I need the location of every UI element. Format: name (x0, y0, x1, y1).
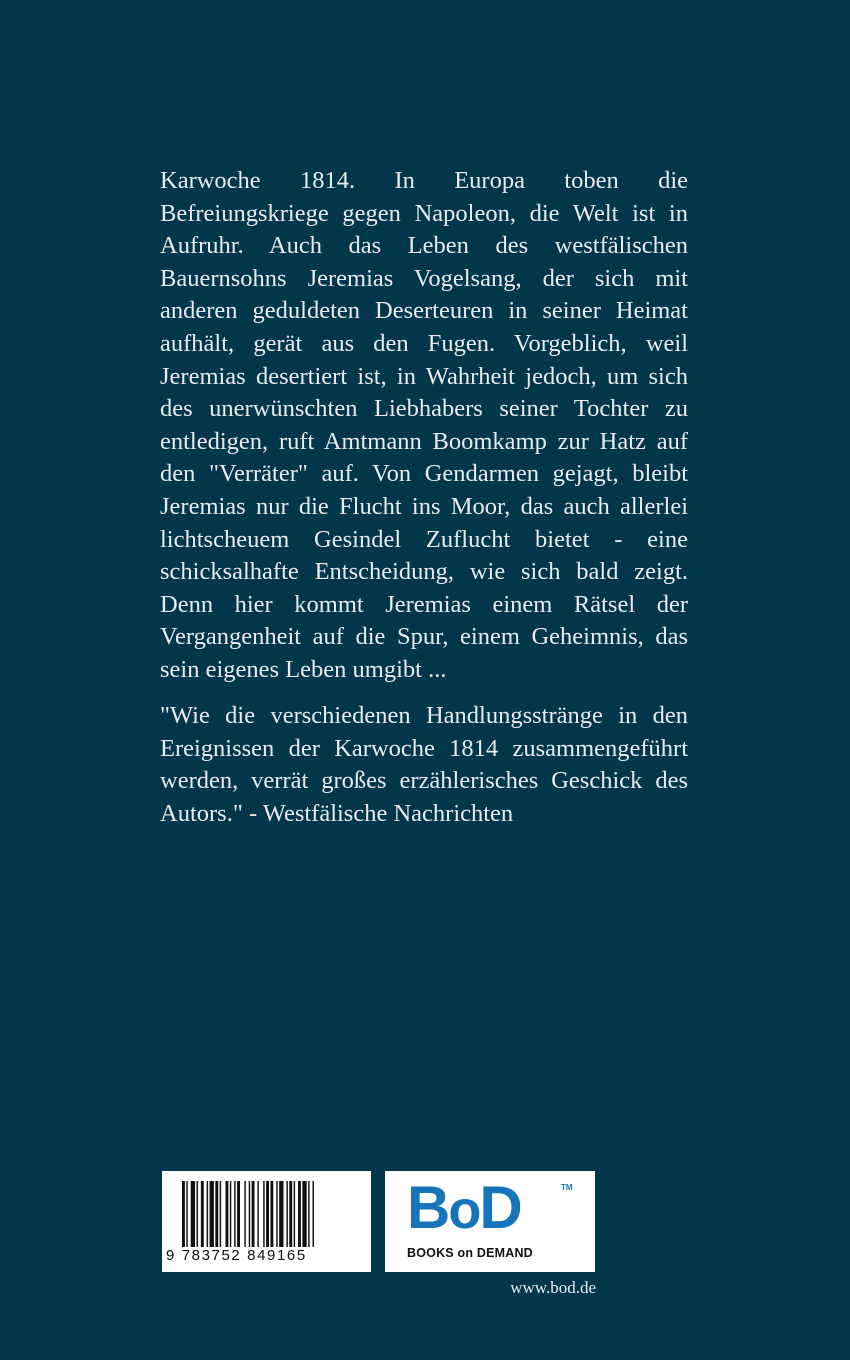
barcode-bar (201, 1181, 204, 1247)
barcode-bar (230, 1181, 231, 1247)
bod-logo-b: B (407, 1174, 449, 1241)
isbn-number: 9 783752 849165 (166, 1247, 307, 1264)
barcode-bar (279, 1181, 283, 1247)
barcode-bar (313, 1181, 314, 1247)
barcode-bar (244, 1181, 245, 1247)
barcode-bar (270, 1181, 273, 1247)
barcode-bar (308, 1181, 309, 1247)
isbn-barcode (162, 1171, 371, 1272)
back-cover-blurb: Karwoche 1814. In Europa toben die Befreiungskriege gegen Napoleon, die Welt ist in Aufruhr. Auch das Leben des westfälischen Bauernsohns Jeremias Vogelsang, der sich mit anderen geduldeten Deserteuren in seiner Heimat aufhält, gerät aus den Fugen. Vorgeblich, weil Jeremias desertiert ist, in Wahrheit jedoch, um sich des unerwünschten Liebhabers seiner Tochter zu entledigen, ruft Amtmann Boomkamp zur Hatz auf den "Verräter" auf. Von Gendarmen gejagt, bleibt Jeremias nur die Flucht ins Moor, das auch allerlei lichtscheuem Gesindel Zuflucht bietet - eine schicksalhafte Entscheidung, wie sich bald zeigt. Denn hier kommt Jeremias einem Rätsel der Vergangenheit auf die Spur, einem Geheimnis, das sein eigenes Leben umgibt ... (160, 167, 688, 683)
barcode-bar (298, 1181, 301, 1247)
barcode-bars (182, 1181, 352, 1247)
trademark-sign: TM (561, 1183, 573, 1192)
barcode-bar (234, 1181, 235, 1247)
barcode-bar (294, 1181, 295, 1247)
publisher-logo (385, 1171, 595, 1272)
barcode-bar (257, 1181, 258, 1247)
barcode-bar (302, 1181, 306, 1247)
barcode-bar (289, 1181, 292, 1247)
barcode-bar (276, 1181, 277, 1247)
publisher-website: www.bod.de (510, 1278, 596, 1297)
barcode-bar (252, 1181, 255, 1247)
barcode-bar (286, 1181, 287, 1247)
barcode-bar (226, 1181, 229, 1247)
barcode-bar (207, 1181, 208, 1247)
barcode-bar (220, 1181, 221, 1247)
barcode-bar (186, 1181, 187, 1247)
bod-logo-d: D (479, 1174, 521, 1241)
bod-logo-mark (407, 1174, 521, 1241)
barcode-bar (263, 1181, 264, 1247)
barcode-bar (182, 1181, 185, 1247)
bod-logo-o: o (448, 1180, 480, 1240)
barcode-bar (249, 1181, 250, 1247)
barcode-bar (266, 1181, 269, 1247)
barcode-bar (210, 1181, 214, 1247)
publisher-name: BOOKS on DEMAND (407, 1246, 533, 1260)
press-quote: "Wie die verschiedenen Handlungsstränge in den Ereignissen der Karwoche 1814 zusammengeführt werden, verrät großes erzählerisches Geschick des Autors." - Westfälische Nachrichten (160, 702, 688, 827)
barcode-bar (191, 1181, 195, 1247)
barcode-bar (237, 1181, 240, 1247)
barcode-bar (215, 1181, 218, 1247)
barcode-bar (197, 1181, 198, 1247)
